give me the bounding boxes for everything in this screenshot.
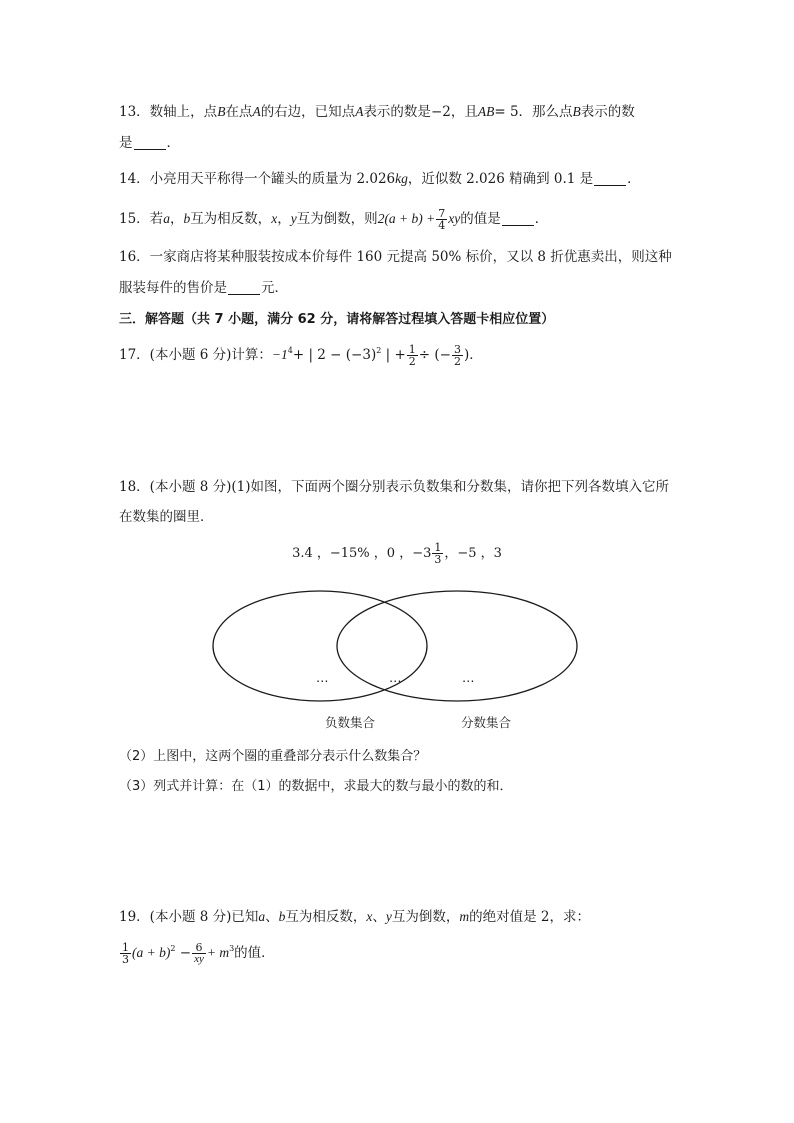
venn-dots-middle: … xyxy=(389,670,402,685)
fraction-7-4: $\frac{7}{4}$ xyxy=(438,207,446,232)
venn-dots-left: … xyxy=(316,670,329,685)
q18-part2: （2）上图中，这两个圈的重叠部分表示什么数集合？ xyxy=(119,749,427,764)
fraction-3-2: $\frac{3}{2}$ xyxy=(453,343,461,368)
q19-line1: 19．(本小题 8 分)已知a、b互为相反数，x、y互为倒数，m的绝对值是 2，求： xyxy=(119,909,591,925)
q15: 15．若a，b互为相反数，x，y互为倒数，则2(a + b) + $\frac{7}{4}$ xy的值是 ． xyxy=(119,207,549,232)
q16-line2: 服装每件的售价是 元． xyxy=(119,280,288,296)
fraction-set-label: 分数集合 xyxy=(461,715,512,730)
q18-part3: （3）列式并计算：在（1）的数据中，求最大的数与最小的数的和． xyxy=(119,779,513,794)
q18-line1: 18．(本小题 8 分)(1)如图，下面两个圈分别表示负数集和分数集，请你把下列各数填入它所 xyxy=(119,479,670,495)
fraction-1-3: $\frac{1}{3}$ xyxy=(434,541,442,566)
q19-line2: $\frac{1}{3}$ $(a + b)^2$ − $\frac{6}{xy}$ + $m^3$的值． xyxy=(122,941,275,966)
q18-line2: 在数集的圈里． xyxy=(119,509,214,525)
answer-blank[interactable] xyxy=(502,211,534,226)
section-title: 三．解答题（共 7 小题，满分 62 分，请将解答过程填入答题卡相应位置） xyxy=(119,312,555,327)
q14: 14．小亮用天平称得一个罐头的质量为 2.026kg，近似数 2.026 精确到 0.1 是 ． xyxy=(119,171,641,187)
answer-blank[interactable] xyxy=(594,171,626,186)
answer-blank[interactable] xyxy=(228,280,260,295)
fraction-6-xy: $\frac{6}{xy}$ xyxy=(194,941,204,965)
fraction-1-2: $\frac{1}{2}$ xyxy=(408,343,416,368)
number-list: 3.4 ，−15% ，0 ，−3 $\frac{1}{3}$ ，−5 ，3 xyxy=(292,541,502,566)
q13-line1: 13．数轴上，点B在点A的右边，已知点A表示的数是−2，且AB= 5．那么点B表示的数 xyxy=(119,104,635,120)
q16-line1: 16．一家商店将某种服装按成本价每件 160 元提高 50% 标价，又以 8 折优惠卖出，则这种 xyxy=(119,249,672,265)
answer-blank[interactable] xyxy=(134,135,166,150)
fraction-set-circle xyxy=(337,591,577,701)
q13-line2: 是 ． xyxy=(119,135,180,151)
q17: 17．(本小题 6 分)计算：$-1^4+$ | $2 - (-3)^2$ | + $\frac{1}{2}$ ÷ (− $\frac{3}{2}$ )． xyxy=(119,343,483,368)
venn-dots-right: … xyxy=(462,670,475,685)
negative-set-label: 负数集合 xyxy=(325,715,376,730)
fraction-1-3: $\frac{1}{3}$ xyxy=(122,941,129,966)
